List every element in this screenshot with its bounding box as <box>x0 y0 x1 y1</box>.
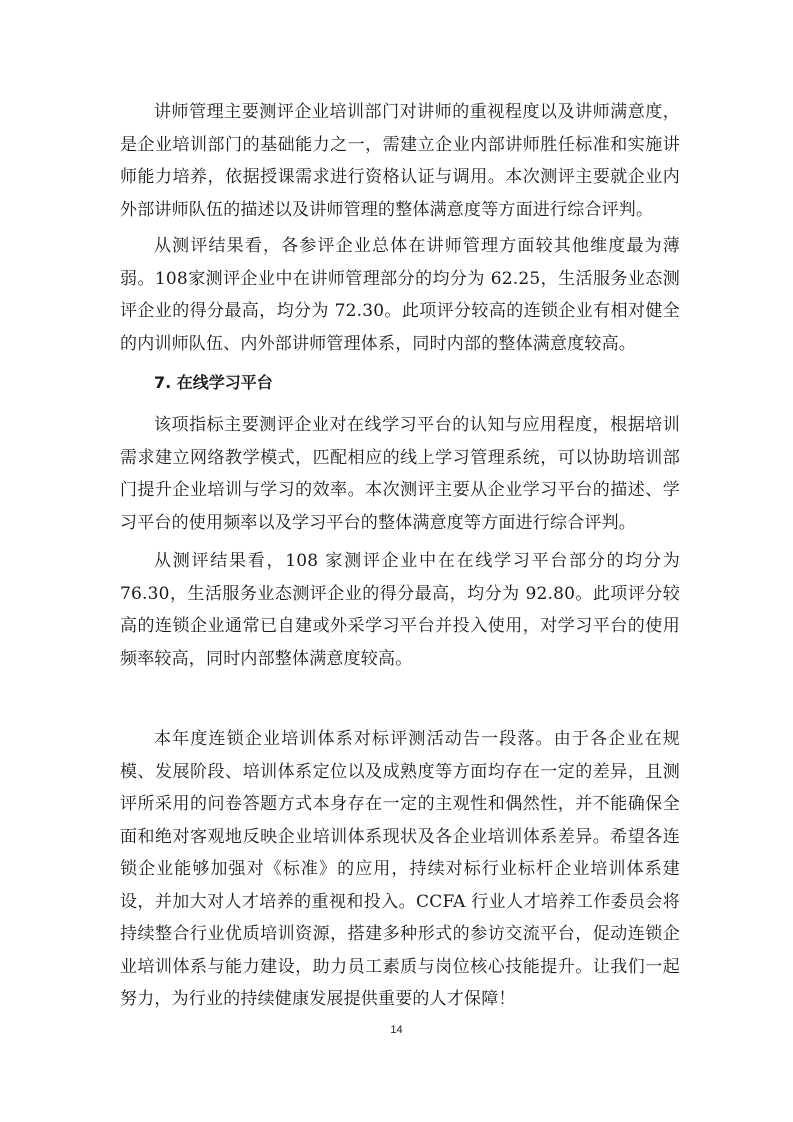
paragraph-conclusion: 本年度连锁企业培训体系对标评测活动告一段落。由于各企业在规模、发展阶段、培训体系定位以及成熟度等方面均存在一定的差异，且测评所采用的问卷答题方式本身存在一定的主观性和偶然性，并不能确保全面和绝对客观地反映企业培训体系现状及各企业培训体系差异。希望各连锁企业能够加强对《标准》的应用，持续对标行业标杆企业培训体系建设，并加大对人才培养的重视和投入。CCFA 行业人才培养工作委员会将持续整合行业优质培训资源，搭建多种形式的参访交流平台，促动连锁企业培训体系与能力建设，助力员工素质与岗位核心技能提升。让我们一起努力，为行业的持续健康发展提供重要的人才保障！ <box>120 729 680 1009</box>
paragraph-online-learning-intro: 该项指标主要测评企业对在线学习平台的认知与应用程度，根据培训需求建立网络教学模式，匹配相应的线上学习管理系统，可以协助培训部门提升企业培训与学习的效率。本次测评主要从企业学习平台的描述、学习平台的使用频率以及学习平台的整体满意度等方面进行综合评判。 <box>120 415 680 533</box>
section-heading-online-learning: 7. 在线学习平台 <box>154 373 273 392</box>
paragraph-lecturer-management-results: 从测评结果看，各参评企业总体在讲师管理方面较其他维度最为薄弱。108家测评企业中在讲师管理部分的均分为 62.25，生活服务业态测评企业的得分最高，均分为 72.30。此项评分较高的连锁企业有相对健全的内训师队伍、内外部讲师管理体系，同时内部的整体满意度较高。 <box>120 236 680 354</box>
paragraph-online-learning-results: 从测评结果看，108 家测评企业中在在线学习平台部分的均分为 76.30，生活服务业态测评企业的得分最高，均分为 92.80。此项评分较高的连锁企业通常已自建或外采学习平台并投入使用，对学习平台的使用频率较高，同时内部整体满意度较高。 <box>120 551 680 669</box>
page-number: 14 <box>390 1024 403 1036</box>
paragraph-lecturer-management-intro: 讲师管理主要测评企业培训部门对讲师的重视程度以及讲师满意度，是企业培训部门的基础能力之一，需建立企业内部讲师胜任标准和实施讲师能力培养，依据授课需求进行资格认证与调用。本次测评主要就企业内外部讲师队伍的描述以及讲师管理的整体满意度等方面进行综合评判。 <box>120 102 680 220</box>
